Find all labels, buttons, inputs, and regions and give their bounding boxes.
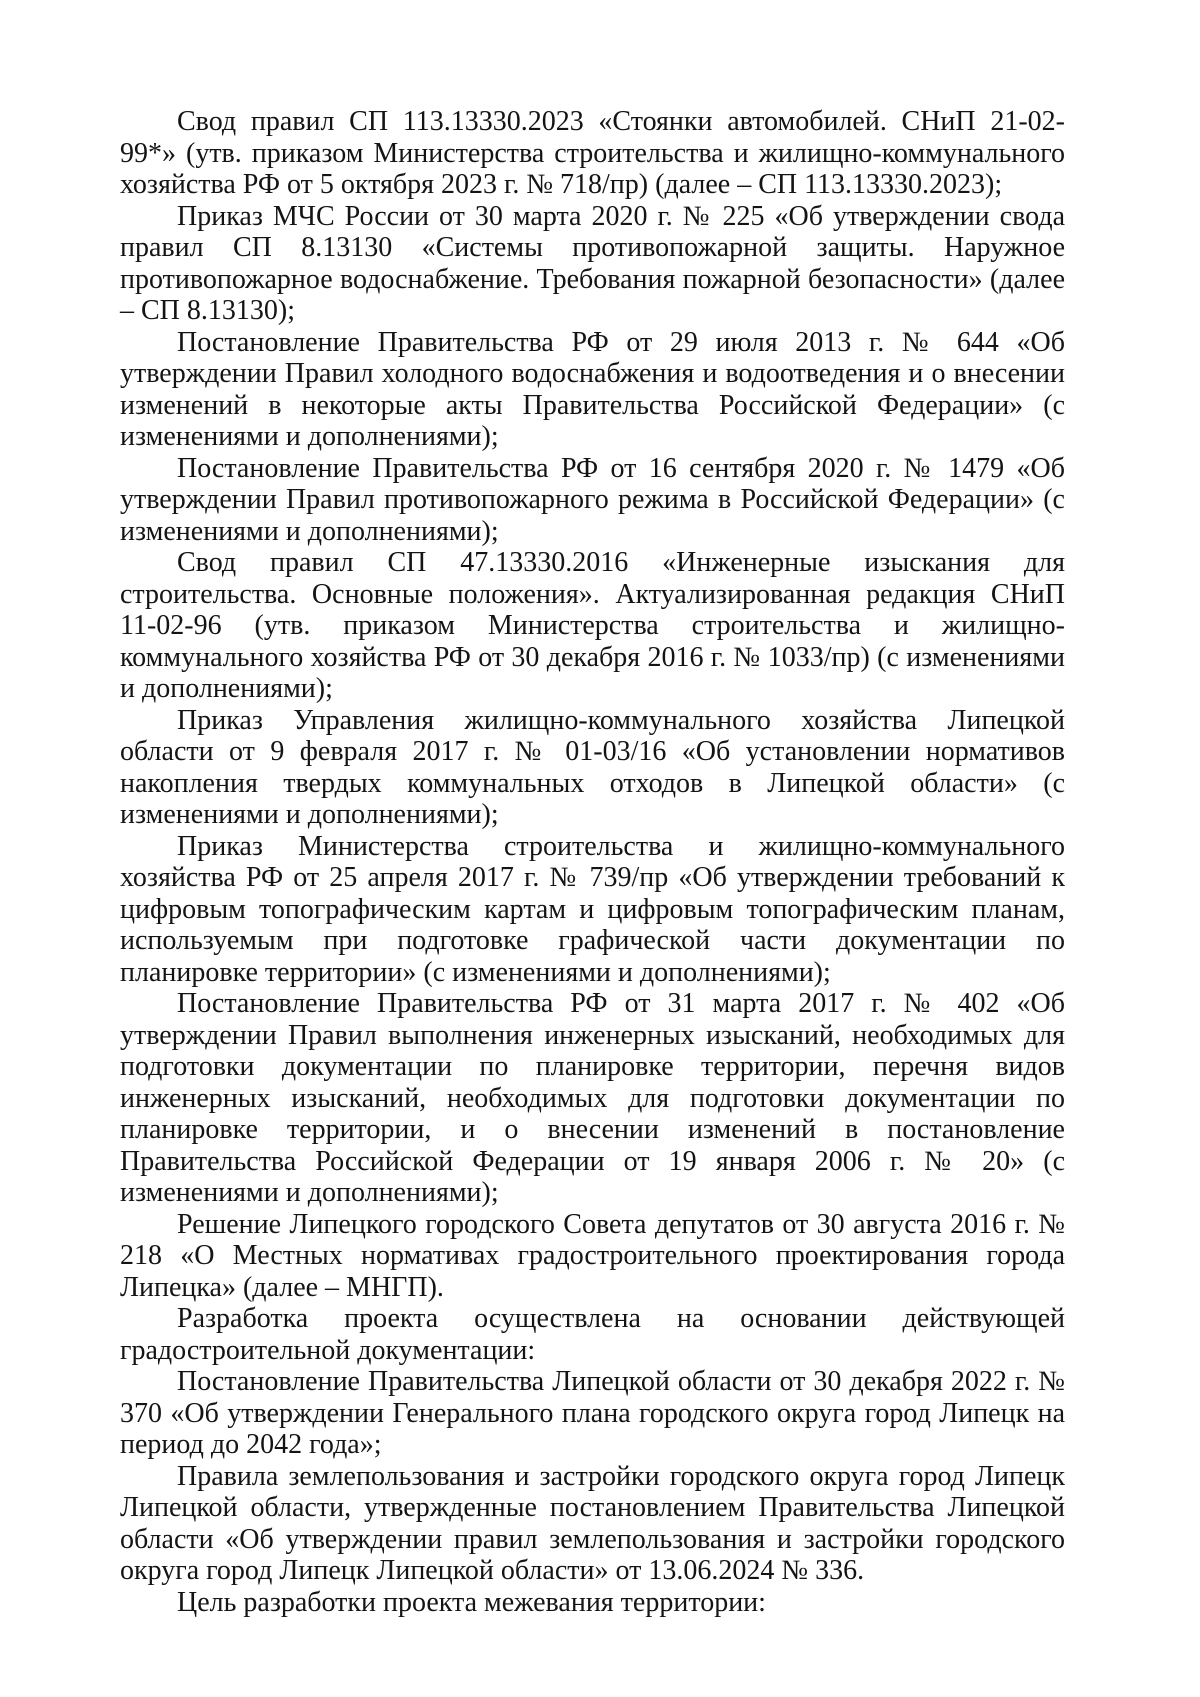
paragraph-resolution-402: Постановление Правительства РФ от 31 марта 2017 г. № 402 «Об утверждении Правил выполнения инженерных изысканий, необходимых для подготовки документации по планировке территории, перечня видов инженерных изысканий, необходимых для подготовки документации по планировке территории, и о внесении изменений в постановление Правительства Российской Федерации от 19 января 2006 г. № 20» (с изменениями и дополнениями);	[120, 988, 1065, 1208]
paragraph-resolution-370: Постановление Правительства Липецкой области от 30 декабря 2022 г. № 370 «Об утверждении Генерального плана городского округа город Липецк на период до 2042 года»;	[120, 1366, 1065, 1460]
paragraph-sp-47: Свод правил СП 47.13330.2016 «Инженерные изыскания для строительства. Основные положения». Актуализированная редакция СНиП 11-02-96 (утв. приказом Министерства строительства и жилищно-коммунального хозяйства РФ от 30 декабря 2016 г. № 1033/пр) (с изменениями и дополнениями);	[120, 547, 1065, 704]
document-page	[120, 106, 1065, 1618]
paragraph-resolution-1479: Постановление Правительства РФ от 16 сентября 2020 г. № 1479 «Об утверждении Правил противопожарного режима в Российской Федерации» (с изменениями и дополнениями);	[120, 452, 1065, 547]
paragraph-decision-218: Решение Липецкого городского Совета депутатов от 30 августа 2016 г. № 218 «О Местных нормативах градостроительного проектирования города Липецка» (далее – МНГП).	[120, 1208, 1065, 1303]
paragraph-order-01-03-16: Приказ Управления жилищно-коммунального хозяйства Липецкой области от 9 февраля 2017 г. № 01-03/16 «Об установлении нормативов накопления твердых коммунальных отходов в Липецкой области» (с изменениями и дополнениями);	[120, 704, 1065, 830]
paragraph-project-basis: Разработка проекта осуществлена на основании действующей градостроительной документации:	[120, 1303, 1065, 1366]
paragraph-resolution-644: Постановление Правительства РФ от 29 июля 2013 г. № 644 «Об утверждении Правил холодного водоснабжения и водоотведения и о внесении изменений в некоторые акты Правительства Российской Федерации» (с изменениями и дополнениями);	[120, 326, 1065, 452]
paragraph-project-goal: Цель разработки проекта межевания территории:	[177, 1586, 766, 1618]
paragraph-mchs-order-225: Приказ МЧС России от 30 марта 2020 г. № 225 «Об утверждении свода правил СП 8.13130 «Системы противопожарной защиты. Наружное противопожарное водоснабжение. Требования пожарной безопасности» (далее – СП 8.13130);	[120, 200, 1065, 326]
paragraph-zoning-rules: Правила землепользования и застройки городского округа город Липецк Липецкой области, утвержденные постановлением Правительства Липецкой области «Об утверждении правил землепользования и застройки городского округа город Липецк Липецкой области» от 13.06.2024 № 336.	[120, 1460, 1065, 1586]
paragraph-sp-113: Свод правил СП 113.13330.2023 «Стоянки автомобилей. СНиП 21-02-99*» (утв. приказом Министерства строительства и жилищно-коммунального хозяйства РФ от 5 октября 2023 г. № 718/пр) (далее – СП 113.13330.2023);	[120, 106, 1065, 200]
paragraph-order-739: Приказ Министерства строительства и жилищно-коммунального хозяйства РФ от 25 апреля 2017 г. № 739/пр «Об утверждении требований к цифровым топографическим картам и цифровым топографическим планам, используемым при подготовке графической части документации по планировке территории» (с изменениями и дополнениями);	[120, 830, 1065, 988]
